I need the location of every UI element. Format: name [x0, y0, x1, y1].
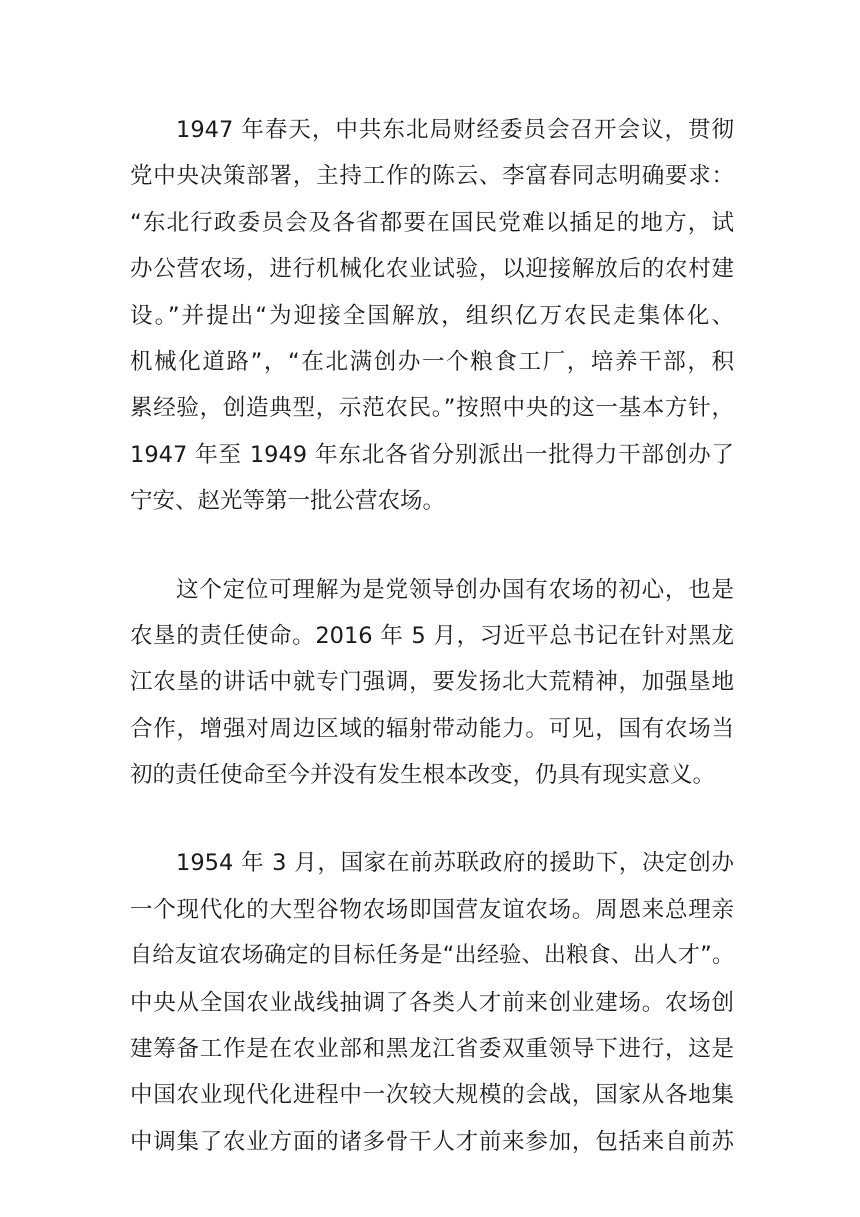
paragraph-mission [130, 567, 734, 799]
text-line: 这个定位可理解为是党领导创办国有农场的初心，也是 [176, 576, 734, 603]
text-line: 一个现代化的大型谷物农场即国营友谊农场。周恩来总理亲 [130, 896, 734, 923]
text-line: 1947 年至 1949 年东北各省分别派出一批得力干部创办了 [130, 441, 734, 468]
text-line: 建筹备工作是在农业部和黑龙江省委双重领导下进行，这是 [130, 1036, 734, 1063]
text-line: 办公营农场，进行机械化农业试验，以迎接解放后的农村建 [130, 256, 734, 283]
text-line: 中调集了农业方面的诸多骨干人才前来参加，包括来自前苏 [130, 1128, 734, 1155]
text-line: 自给友谊农场确定的目标任务是“出经验、出粮食、出人才”。 [130, 943, 734, 969]
text-line: 中央从全国农业战线抽调了各类人才前来创业建场。农场创 [130, 989, 734, 1016]
text-line: 1947 年春天，中共东北局财经委员会召开会议，贯彻 [176, 117, 734, 143]
text-line: 机械化道路”，“在北满创办一个粮食工厂，培养干部，积 [130, 348, 734, 375]
paragraph-1954 [130, 840, 734, 1165]
document-body [130, 107, 734, 1207]
text-line: 初的责任使命至今并没有发生根本改变，仍具有现实意义。 [130, 762, 716, 789]
text-line: 党中央决策部署，主持工作的陈云、李富春同志明确要求： [130, 163, 734, 190]
text-line: 宁安、赵光等第一批公营农场。 [130, 488, 446, 515]
text-line: 农垦的责任使命。2016 年 5 月，习近平总书记在针对黑龙 [130, 622, 734, 649]
text-line: 设。”并提出“为迎接全国解放，组织亿万农民走集体化、 [130, 302, 734, 329]
text-line: 累经验，创造典型，示范农民。”按照中央的这一基本方针， [130, 395, 734, 422]
paragraph-1947 [130, 107, 734, 525]
text-line: 江农垦的讲话中就专门强调，要发扬北大荒精神，加强垦地 [130, 669, 734, 696]
text-line: “东北行政委员会及各省都要在国民党难以插足的地方，试 [130, 209, 734, 236]
text-line: 中国农业现代化进程中一次较大规模的会战，国家从各地集 [130, 1082, 734, 1109]
text-line: 合作，增强对周边区域的辐射带动能力。可见，国有农场当 [130, 715, 734, 742]
text-line: 1954 年 3 月，国家在前苏联政府的援助下，决定创办 [176, 850, 734, 877]
